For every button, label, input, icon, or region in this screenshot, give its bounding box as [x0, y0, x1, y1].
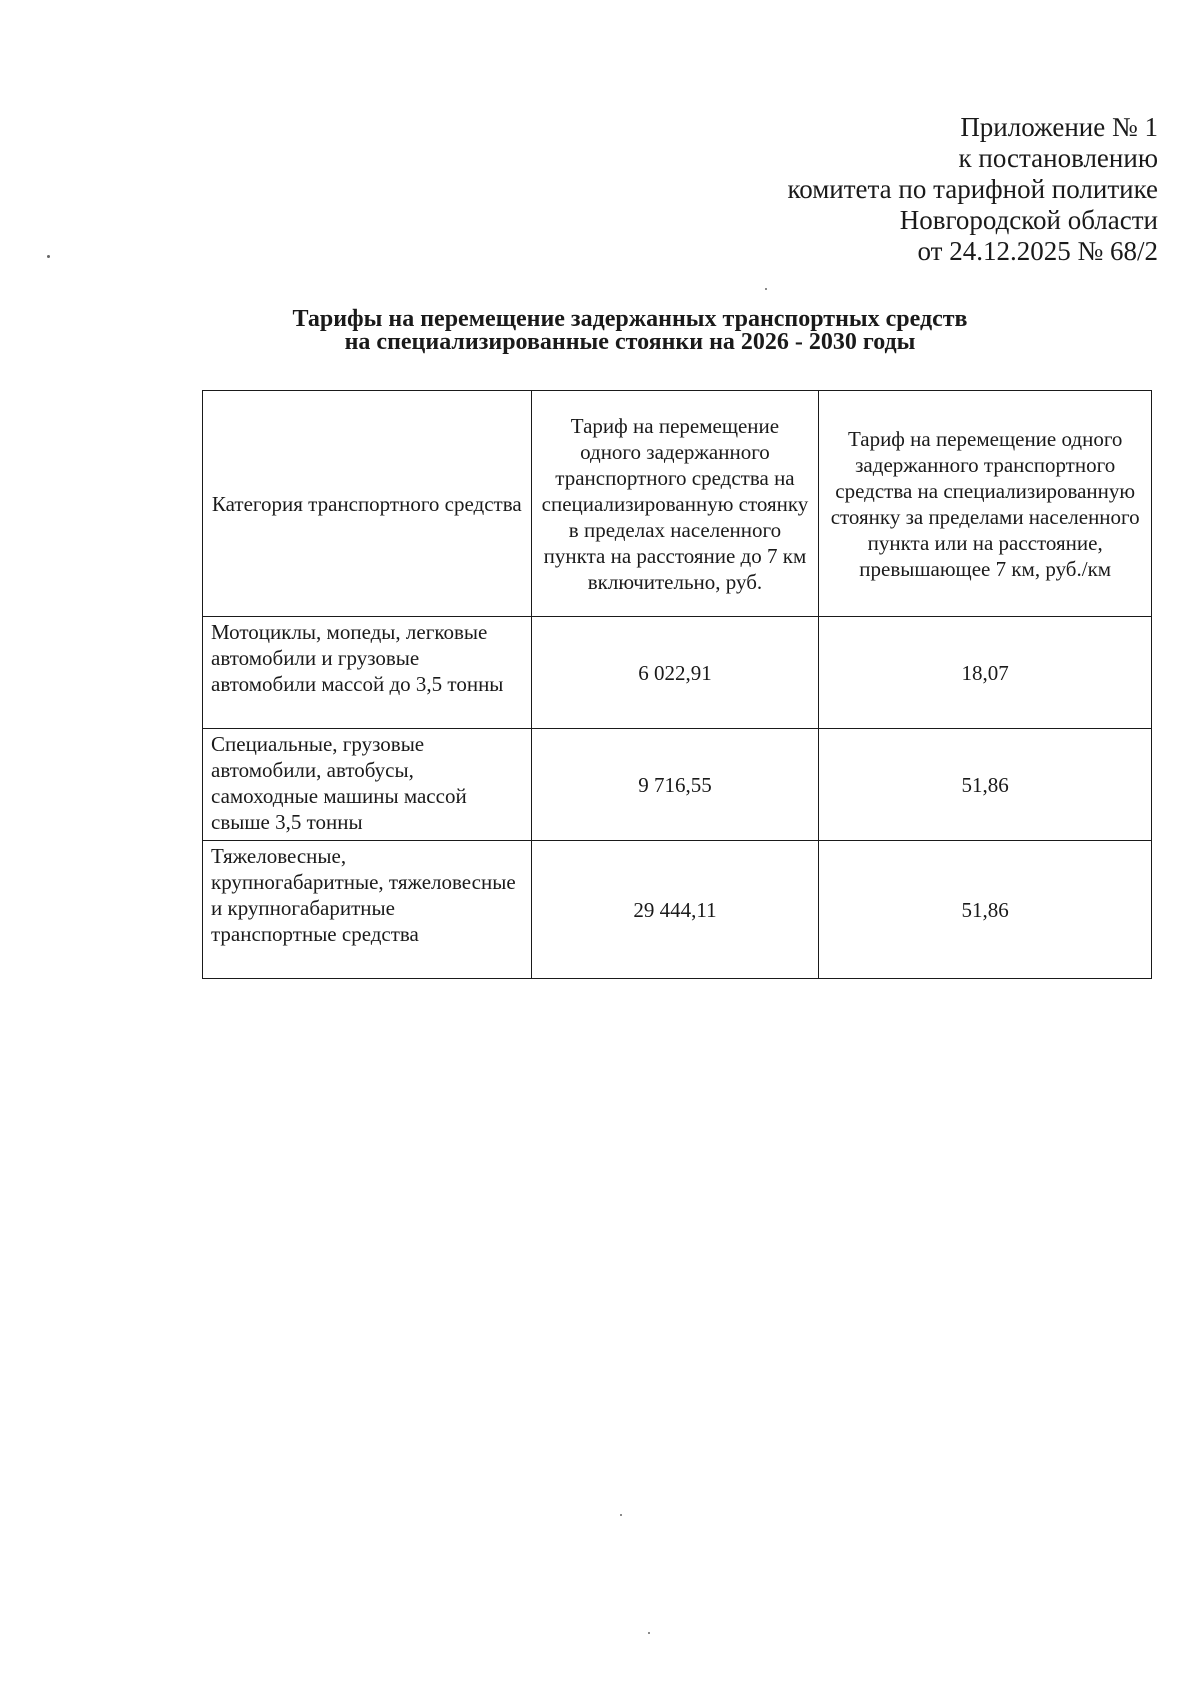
table-row [203, 729, 1152, 841]
table-header-row [203, 391, 1152, 617]
document-title-line-1: Тарифы на перемещение задержанных транспортных средств [292, 306, 968, 332]
document-title-line-2: на специализированные стоянки на 2026 - 2030 годы [344, 329, 916, 355]
category-cell: Мотоциклы, мопеды, легковые автомобили и грузовые автомобили массой до 3,5 тонны [203, 617, 532, 729]
appendix-date: от 24.12.2025 № 68/2 [917, 236, 1158, 266]
header-category: Категория транспортного средства [203, 391, 532, 617]
appendix-committee: комитета по тарифной политике [787, 174, 1158, 204]
document-title [180, 308, 1080, 354]
appendix-region: Новгородской области [899, 205, 1158, 235]
tariff-within-cell: 9 716,55 [531, 729, 819, 841]
category-cell: Тяжеловесные, крупногабаритные, тяжеловесные и крупногабаритные транспортные средства [203, 841, 532, 979]
tariff-within-cell: 29 444,11 [531, 841, 819, 979]
tariff-beyond-cell: 18,07 [819, 617, 1152, 729]
tariff-within-cell: 6 022,91 [531, 617, 819, 729]
scan-speck [47, 255, 50, 258]
table-row [203, 841, 1152, 979]
table-row [203, 617, 1152, 729]
scan-speck [765, 288, 767, 290]
tariff-beyond-cell: 51,86 [819, 729, 1152, 841]
tariff-beyond-cell: 51,86 [819, 841, 1152, 979]
header-tariff-beyond: Тариф на перемещение одного задержанного транспортного средства на специализированную стоянку за пределами населенного пункта или на расстояние, превышающее 7 км, руб./км [819, 391, 1152, 617]
appendix-number: Приложение № 1 [960, 112, 1158, 142]
scan-speck [620, 1514, 622, 1516]
appendix-block [787, 112, 1158, 267]
appendix-reference: к постановлению [958, 143, 1158, 173]
header-tariff-within: Тариф на перемещение одного задержанного транспортного средства на специализированную стоянку в пределах населенного пункта на расстояние до 7 км включительно, руб. [531, 391, 819, 617]
scan-speck [648, 1632, 650, 1634]
tariff-table [202, 390, 1152, 979]
category-cell: Специальные, грузовые автомобили, автобусы, самоходные машины массой свыше 3,5 тонны [203, 729, 532, 841]
